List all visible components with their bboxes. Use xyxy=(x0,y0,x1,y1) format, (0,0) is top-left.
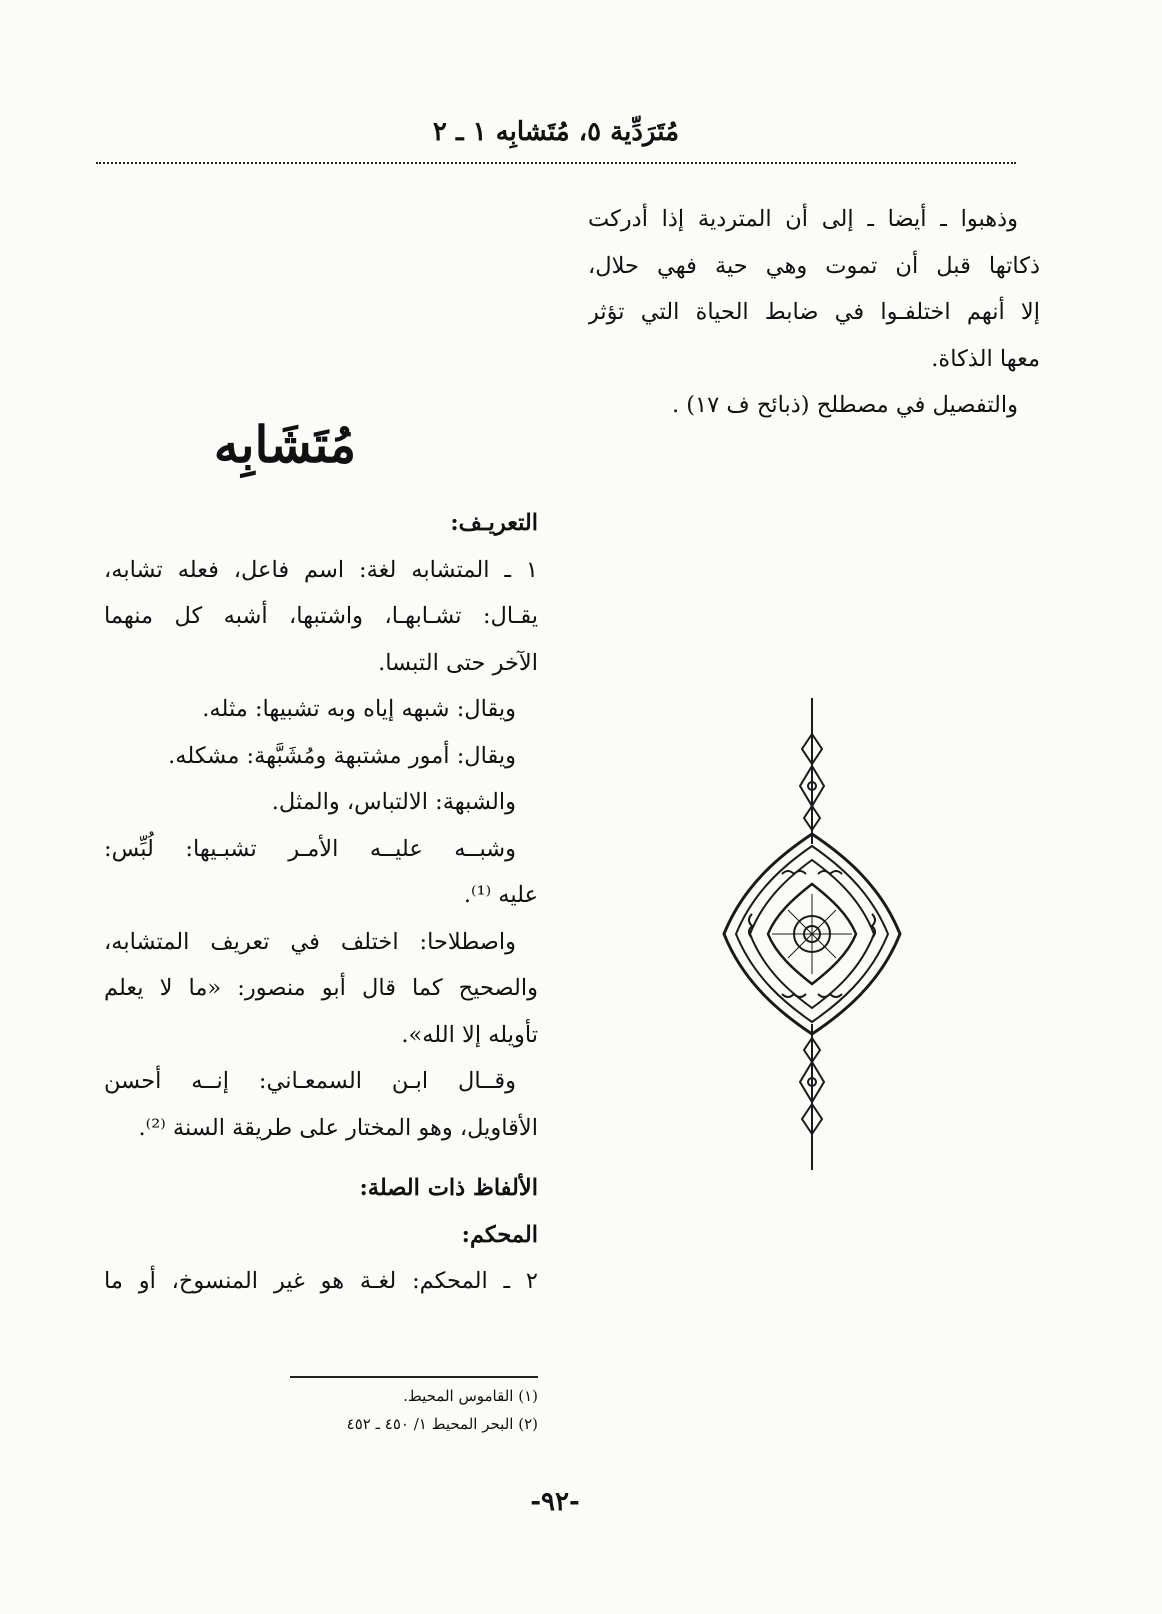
section-heading: التعريـف: xyxy=(450,510,538,536)
text-line: وذهبوا ـ أيضا ـ إلى أن المتردية إذا أدركت xyxy=(588,206,1018,232)
text-line: ويقال: أمور مشتبهة ومُشَبَّهة: مشكله. xyxy=(168,742,516,769)
text-line: ويقال: شبهه إياه وبه تشبيها: مثله. xyxy=(202,696,516,722)
paragraph xyxy=(104,826,538,919)
text-line: إلا أنهم اختلفـوا في ضابط الحياة التي تؤثر xyxy=(588,299,1040,325)
footnote: (٢) البحر المحيط ١/ ٤٥٠ ـ ٤٥٢ xyxy=(346,1415,538,1433)
paragraph xyxy=(104,547,538,687)
footnote: (١) القاموس المحيط. xyxy=(403,1387,538,1405)
text-line: ذكاتها قبل أن تموت وهي حية فهي حلال، xyxy=(588,252,1040,279)
arabesque-ornament-icon xyxy=(712,694,912,1174)
left-column xyxy=(104,500,538,1305)
paragraph xyxy=(588,196,1040,382)
right-column xyxy=(588,196,1040,429)
text-line: تأويله إلا الله». xyxy=(401,1021,538,1048)
entry-title: مُتَشَابِه xyxy=(213,415,357,474)
text-line: واصطلاحا: اختلف في تعريف المتشابه، xyxy=(104,928,516,955)
page-number: -٩٢- xyxy=(530,1487,580,1517)
text-line: وقــال ابـن السمعـاني: إنــه أحسن xyxy=(104,1068,516,1094)
running-header: مُتَرَدِّية ٥، مُتَشابِه ١ ـ ٢ xyxy=(432,117,680,147)
footnote-rule xyxy=(290,1376,538,1378)
paragraph xyxy=(104,919,538,1059)
text-line: الأقاويل، وهو المختار على طريقة السنة ⁽²⁾. xyxy=(138,1114,538,1141)
header-dotted-rule xyxy=(96,162,1016,164)
text-line: والصحيح كما قال أبو منصور: «ما لا يعلم xyxy=(104,975,538,1001)
text-line: يقـال: تشـابهـا، واشتبها، أشبه كل منهما xyxy=(104,603,538,629)
text-line: والتفصيل في مصطلح (ذبائح ف ١٧) . xyxy=(671,392,1018,418)
text-line: معها الذكاة. xyxy=(931,345,1040,372)
text-line: عليه ⁽¹⁾. xyxy=(463,882,538,908)
paragraph xyxy=(104,1058,538,1151)
text-line: والشبهة: الالتباس، والمثل. xyxy=(271,789,516,815)
text-line: وشبــه عليــه الأمـر تشبـيها: لُبِّس: xyxy=(104,835,516,862)
subsection-heading: المحكم: xyxy=(461,1221,538,1248)
section-heading: الألفاظ ذات الصلة: xyxy=(359,1175,538,1201)
text-line: ١ ـ المتشابه لغة: اسم فاعل، فعله تشابه، xyxy=(104,556,538,583)
text-line: ٢ ـ المحكم: لغـة هو غير المنسوخ، أو ما xyxy=(104,1268,538,1294)
paragraph xyxy=(588,382,1040,429)
footnotes xyxy=(290,1382,538,1438)
text-line: الآخر حتى التبسا. xyxy=(378,649,538,676)
